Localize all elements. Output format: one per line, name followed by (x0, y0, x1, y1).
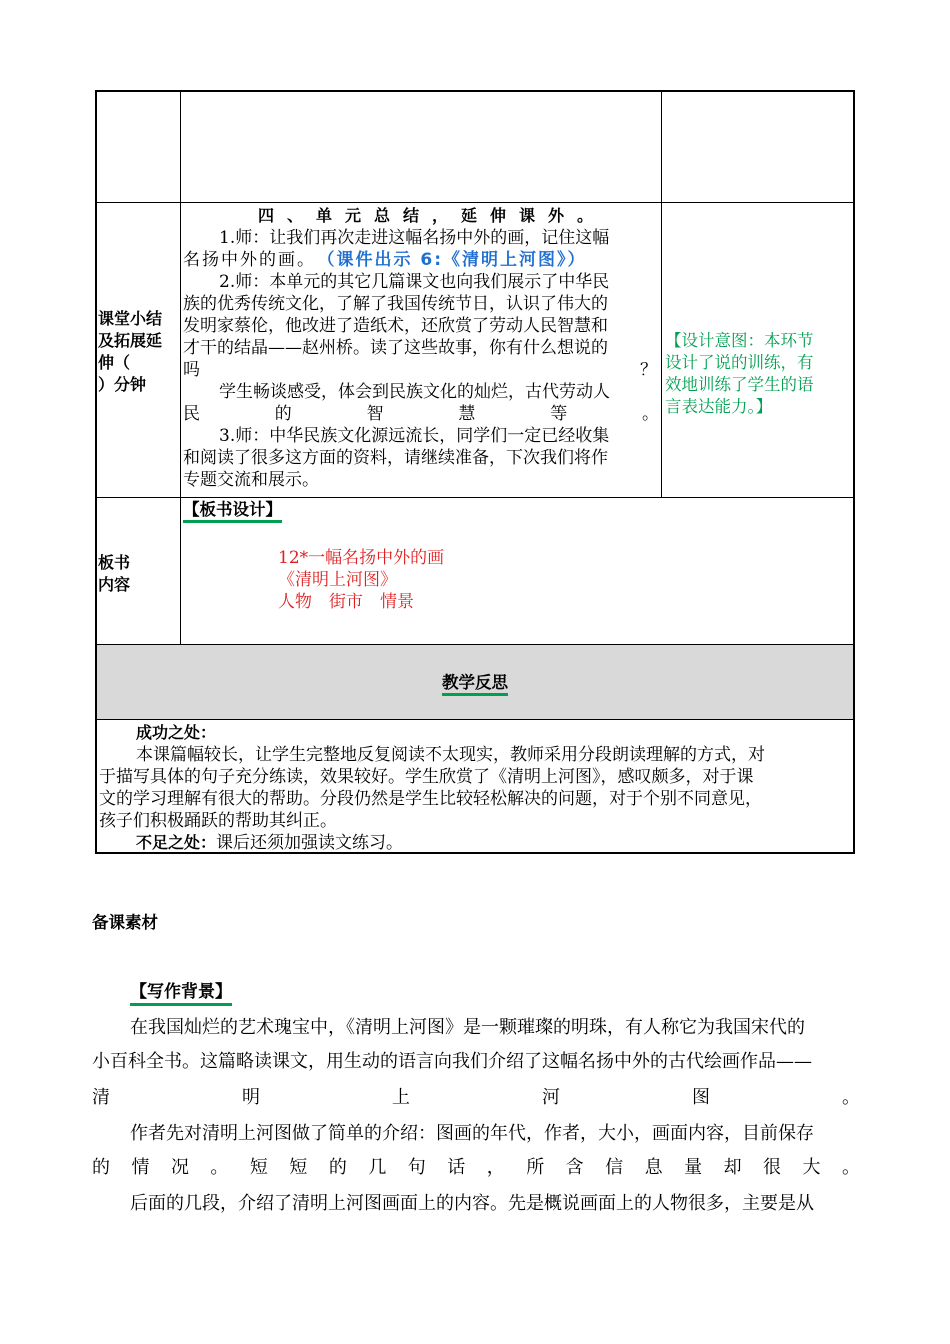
reflection-line: 文的学习理解有很大的帮助。分段仍然是学生比较轻松解决的问题，对于个别不同意见， (99, 789, 762, 809)
paragraph-line: 发明家蔡伦，他改进了造纸术，还欣赏了劳动人民智慧和 (183, 316, 608, 336)
reflection-line: 本课篇幅较长，让学生完整地反复阅读不太现实，教师采用分段朗读理解的方式，对 (136, 745, 765, 765)
board-design-title: 【板书设计】 (183, 500, 282, 520)
label-line: 及拓展延 (98, 331, 163, 350)
note-line: 【设计意图：本环节 (665, 331, 814, 350)
paragraph-line: 2.师：本单元的其它几篇课文也向我们展示了中华民 (219, 272, 610, 292)
board-row-label (98, 552, 178, 596)
board-design-content (278, 547, 444, 613)
paragraph-line: 民的智慧等。 (183, 404, 659, 424)
paragraph-line: 学生畅谈感受，体会到民族文化的灿烂，古代劳动人 (219, 382, 610, 402)
reflection-body (99, 722, 851, 854)
courseware-ref: （课件出示 6:《清明上河图》） (326, 250, 587, 270)
paragraph-line: 吗 ？ (183, 360, 657, 380)
label-line: 板书 (98, 553, 131, 572)
label-line: 课堂小结 (98, 309, 163, 328)
label-line: ）分钟 (98, 375, 147, 394)
paragraph-line: 才干的结晶——赵州桥。读了这些故事，你有什么想说的 (183, 338, 608, 358)
note-line: 效地训练了学生的语 (665, 375, 814, 394)
section-heading: 四、单元总结，延伸课外。 (258, 206, 607, 225)
design-intent-note (665, 330, 851, 418)
paragraph-line: 族的优秀传统文化，了解了我国传统节日，认识了伟大的 (183, 294, 608, 314)
materials-line: 在我国灿烂的艺术瑰宝中，《清明上河图》是一颗璀璨的明珠，有人称它为我国宋代的 (130, 1017, 805, 1038)
note-line: 言表达能力。】 (665, 397, 773, 416)
materials-line: 清明上河图。 (92, 1087, 860, 1108)
board-line: 12*一幅名扬中外的画 (278, 548, 445, 568)
label-line: 伸（ (98, 353, 131, 372)
materials-title: 备课素材 (92, 913, 158, 932)
paragraph-line: 3.师：中华民族文化源远流长，同学们一定已经收集 (219, 426, 610, 446)
reflection-line: 于描写具体的句子充分练读，效果较好。学生欣赏了《清明上河图》，感叹颇多，对于课 (99, 767, 754, 787)
shortfall-label: 不足之处： (136, 833, 217, 852)
materials-line: 后面的几段，介绍了清明上河图画面上的内容。先是概说画面上的人物很多，主要是从 (130, 1193, 814, 1214)
shortfall-text: 课后还须加强读文练习。 (216, 833, 404, 853)
summary-row-label (98, 308, 178, 396)
paragraph-line: 名扬中外的画。 （课件出示 6:《清明上河图》） (183, 250, 587, 270)
success-label: 成功之处： (136, 723, 217, 742)
reflection-line: 孩子们积极踊跃的帮助其纠正。 (99, 811, 337, 831)
board-line: 人物 街市 情景 (278, 592, 414, 612)
shortfall-line (99, 832, 851, 854)
materials-line: 的情况。短短的几句话，所含信息量却很大。 (92, 1157, 860, 1178)
board-line: 《清明上河图》 (278, 570, 397, 590)
note-line: 设计了说的训练，有 (665, 353, 814, 372)
label-line: 内容 (98, 575, 131, 594)
paragraph-line: 和阅读了很多这方面的资料，请继续准备，下次我们将作 (183, 448, 608, 468)
summary-content (183, 205, 659, 491)
background-title: 【写作背景】 (130, 981, 232, 1003)
paragraph-line: 专题交流和展示。 (183, 470, 319, 490)
materials-line: 作者先对清明上河图做了简单的介绍：图画的年代，作者，大小，画面内容，目前保存 (130, 1123, 814, 1144)
paragraph-line: 1.师：让我们再次走进这幅名扬中外的画，记住这幅 (219, 228, 610, 248)
reflection-header: 教学反思 (97, 673, 853, 693)
materials-line: 小百科全书。这篇略读课文，用生动的语言向我们介绍了这幅名扬中外的古代绘画作品—— (92, 1051, 812, 1072)
